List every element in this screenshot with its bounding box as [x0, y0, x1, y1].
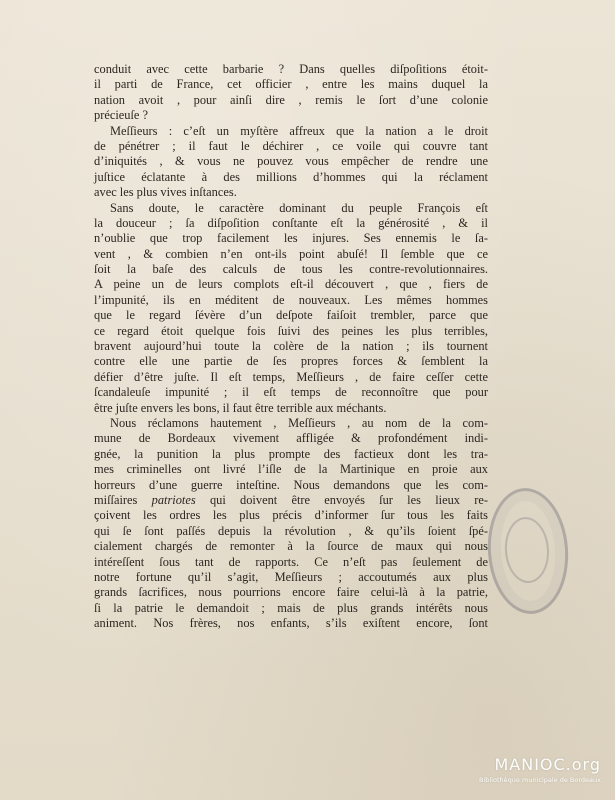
- italic-word: patriotes: [151, 492, 196, 507]
- text-line: bravent aujourd’hui toute la colère de la nation ; ils tournent: [94, 339, 488, 354]
- text-line: qui ſe ſont paſſés depuis la révolution , & qu’ils ſoient ſpé-: [94, 523, 488, 538]
- text-line: çoivent les ordres les plus précis d’informer ſur tous les faits: [94, 508, 488, 523]
- body-text: [94, 62, 488, 631]
- text-line: que le regard ſévère d’un deſpote faiſoit trembler, parce que: [94, 308, 488, 323]
- watermark-brand: MANIOC.org: [494, 755, 601, 774]
- library-seal-stamp-icon: [484, 485, 573, 616]
- text-line: mes criminelles ont livré l’iſle de la Martinique en proie aux: [94, 462, 488, 477]
- text-line: avec les plus vives inſtances.: [94, 185, 237, 200]
- text-line-patriotes: miſſaires patriotes qui doivent être envoyés ſur les lieux re-: [94, 492, 488, 507]
- text-line: contre elle une partie de ſes propres forces & ſemblent la: [94, 354, 488, 369]
- text-line: d’iniquités , & vous ne pouvez vous empêcher de rendre une: [94, 154, 488, 169]
- text-line: animent. Nos frères, nos enfants, s’ils exiſtent encore, ſont: [94, 616, 488, 631]
- text-line: Meſſieurs : c’eſt un myſtère affreux que la nation a le droit: [110, 123, 488, 138]
- text-line: Sans doute, le caractère dominant du peuple François eſt: [110, 200, 488, 215]
- watermark-subtitle: Bibliothèque municipale de Bordeaux: [479, 776, 601, 784]
- text-line: mune de Bordeaux vivement affligée & profondément indi-: [94, 431, 488, 446]
- watermark: [479, 755, 601, 784]
- text-line: la douceur ; ſa diſpoſition conſtante eſt la générosité , & il: [94, 215, 488, 230]
- text-line: être juſte envers les bons, il faut être terrible aux méchants.: [94, 400, 387, 415]
- text-line: précieuſe ?: [94, 108, 148, 123]
- text-line: défier d’être juſte. Il eſt temps, Meſſieurs , de faire ceſſer cette: [94, 369, 488, 384]
- text-line: gnée, la punition la plus prompte des factieux dont les tra-: [94, 446, 488, 461]
- text-line: intéreſſent ſous tant de rapports. Ce n’eſt pas ſeulement de: [94, 554, 488, 569]
- text-line: horreurs d’une guerre inteſtine. Nous demandons que les com-: [94, 477, 488, 492]
- text-line: cialement chargés de remonter à la ſource de maux qui nous: [94, 539, 488, 554]
- text-line: grands ſacrifices, nous pourrions encore faire celui-là à la patrie,: [94, 585, 488, 600]
- text-line: de pénétrer ; il faut le déchirer , ce voile qui couvre tant: [94, 138, 488, 153]
- text-line: vent , & combien n’en ont-ils point abuſé! Il ſemble que ce: [94, 246, 488, 261]
- text-line: nation avoit , pour ainſi dire , remis le ſort d’une colonie: [94, 92, 488, 107]
- text-line: notre fortune qu’il s’agit, Meſſieurs ; accoutumés aux plus: [94, 569, 488, 584]
- text-line: ce regard étoit quelque fois ſuivi des peines les plus terribles,: [94, 323, 488, 338]
- text-line: ſcandaleuſe impunité ; il eſt temps de reconnoître que pour: [94, 385, 488, 400]
- text-line: conduit avec cette barbarie ? Dans quelles diſpoſitions étoit-: [94, 62, 488, 76]
- text-line: A peine un de leurs complots eſt-il découvert , que , fiers de: [94, 277, 488, 292]
- stamp-inner-ring: [503, 516, 551, 585]
- text-line: ſi la patrie le demandoit ; mais de plus grands intérêts nous: [94, 600, 488, 615]
- text-line: l’impunité, ils en méditent de nouveaux. Les mêmes hommes: [94, 292, 488, 307]
- text-line: il parti de France, cet officier , entre les mains duquel la: [94, 77, 488, 92]
- text-line: Nous réclamons hautement , Meſſieurs , au nom de la com-: [110, 415, 488, 430]
- text-line: n’oublie que trop facilement les injures. Ses ennemis le ſa-: [94, 231, 488, 246]
- text-line: ſoit la baſe des calculs de tous les contre-revolutionnaires.: [94, 262, 488, 277]
- text-line: juſtice éclatante à des millions d’hommes qui la réclament: [94, 169, 488, 184]
